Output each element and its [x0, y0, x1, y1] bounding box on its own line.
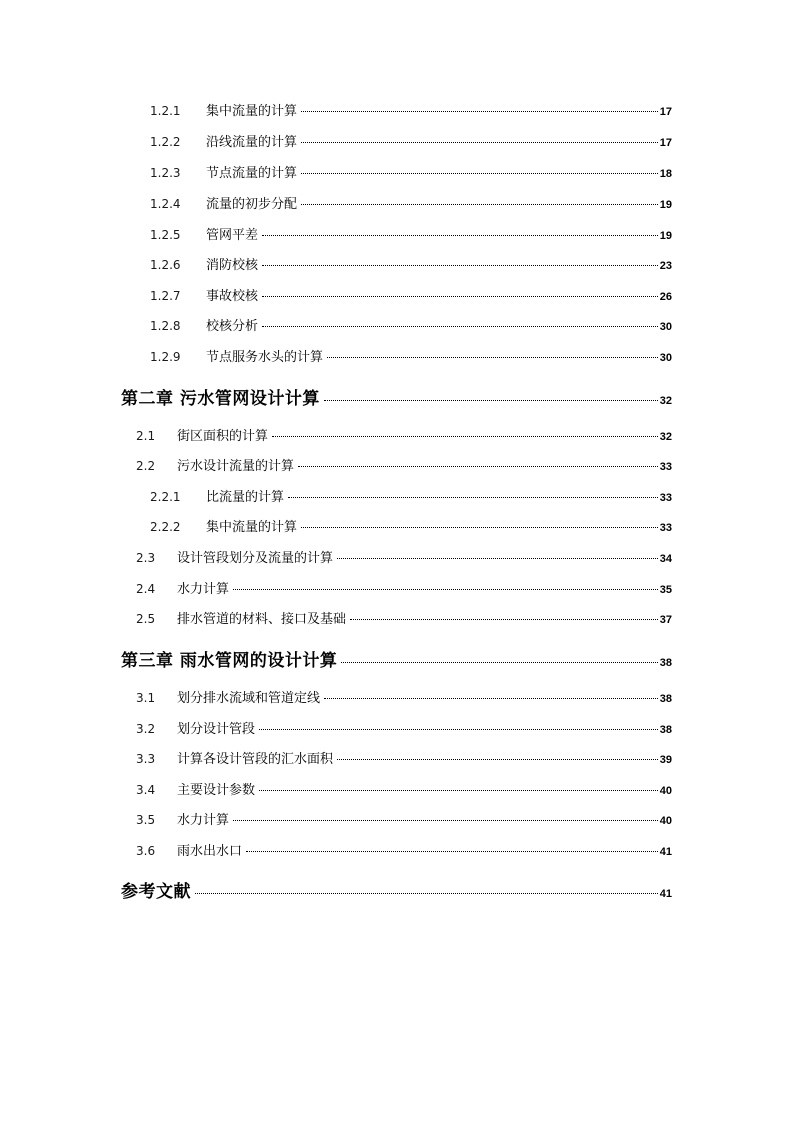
toc-entry-number: 1.2.5: [150, 228, 181, 242]
toc-entry-page: 33: [659, 461, 672, 473]
toc-entry-2-2-2[interactable]: [150, 516, 672, 535]
dot-leader: [301, 110, 658, 112]
toc-entry-title: 排水管道的材料、接口及基础: [177, 612, 347, 627]
toc-entry-title: 消防校核: [206, 258, 259, 273]
dot-leader: [259, 728, 658, 730]
toc-entry-number: 2.3: [136, 551, 156, 565]
toc-entry-title: 管网平差: [206, 228, 259, 243]
toc-entry-title: 节点服务水头的计算: [206, 350, 324, 365]
toc-entry-page: 41: [659, 846, 672, 858]
toc-chapter-title: 第三章 雨水管网的设计计算: [121, 651, 338, 671]
dot-leader: [272, 435, 658, 437]
toc-entry-2-2-1[interactable]: [150, 486, 672, 505]
toc-entry-page: 19: [659, 230, 672, 242]
toc-entry-title: 比流量的计算: [206, 490, 285, 505]
toc-chapter-3[interactable]: [121, 646, 672, 671]
toc-entry-page: 35: [659, 584, 672, 596]
toc-entry-number: 1.2.1: [150, 104, 181, 118]
toc-entry-title: 事故校核: [206, 289, 259, 304]
dot-leader: [298, 465, 658, 467]
toc-entry-3-2[interactable]: [136, 718, 672, 737]
toc-entry-page: 19: [659, 199, 672, 211]
toc-entry-page: 33: [659, 492, 672, 504]
toc-entry-page: 38: [659, 657, 672, 669]
dot-leader: [262, 295, 658, 297]
dot-leader: [341, 661, 657, 663]
toc-entry-page: 17: [659, 106, 672, 118]
dot-leader: [288, 496, 658, 498]
toc-entry-number: 1.2.7: [150, 289, 181, 303]
toc-entry-3-1[interactable]: [136, 687, 672, 706]
toc-entry-number: 2.2: [136, 459, 156, 473]
toc-entry-1-2-3[interactable]: [150, 162, 672, 181]
toc-entry-2-2[interactable]: [136, 455, 672, 474]
toc-entry-title: 划分设计管段: [177, 722, 256, 737]
dot-leader: [337, 557, 658, 559]
toc-entry-number: 2.2.2: [150, 520, 181, 534]
toc-entry-3-3[interactable]: [136, 748, 672, 767]
toc-entry-number: 3.1: [136, 691, 156, 705]
dot-leader: [301, 141, 658, 143]
toc-entry-number: 2.4: [136, 582, 156, 596]
toc-entry-1-2-2[interactable]: [150, 131, 672, 150]
toc-entry-3-5[interactable]: [136, 809, 672, 828]
toc-entry-page: 32: [659, 431, 672, 443]
toc-entry-page: 40: [659, 785, 672, 797]
toc-entry-number: 2.1: [136, 429, 156, 443]
toc-entry-1-2-1[interactable]: [150, 100, 672, 119]
toc-references[interactable]: [121, 877, 672, 902]
toc-entry-title: 水力计算: [177, 813, 230, 828]
toc-chapter-title: 参考文献: [121, 882, 191, 902]
toc-entry-page: 38: [659, 693, 672, 705]
toc-entry-number: 1.2.8: [150, 319, 181, 333]
toc-entry-1-2-6[interactable]: [150, 254, 672, 273]
toc-entry-title: 流量的初步分配: [206, 197, 298, 212]
toc-entry-page: 26: [659, 291, 672, 303]
toc-entry-title: 雨水出水口: [177, 844, 243, 859]
toc-entry-title: 划分排水流域和管道定线: [177, 691, 321, 706]
toc-entry-page: 18: [659, 168, 672, 180]
toc-entry-number: 3.2: [136, 722, 156, 736]
toc-entry-number: 3.4: [136, 783, 156, 797]
toc-entry-1-2-8[interactable]: [150, 315, 672, 334]
toc-entry-1-2-9[interactable]: [150, 346, 672, 365]
toc-entry-title: 主要设计参数: [177, 783, 256, 798]
dot-leader: [195, 892, 658, 894]
toc-entry-title: 计算各设计管段的汇水面积: [177, 752, 334, 767]
toc-entry-number: 1.2.6: [150, 258, 181, 272]
toc-entry-title: 污水设计流量的计算: [177, 459, 295, 474]
dot-leader: [233, 819, 658, 821]
toc-entry-page: 32: [659, 395, 672, 407]
dot-leader: [301, 172, 658, 174]
dot-leader: [259, 789, 658, 791]
toc-entry-1-2-7[interactable]: [150, 285, 672, 304]
toc-entry-page: 39: [659, 754, 672, 766]
toc-entry-number: 2.2.1: [150, 490, 181, 504]
toc-entry-page: 33: [659, 522, 672, 534]
toc-entry-number: 3.5: [136, 813, 156, 827]
toc-entry-1-2-4[interactable]: [150, 193, 672, 212]
toc-entry-title: 校核分析: [206, 319, 259, 334]
dot-leader: [301, 526, 658, 528]
toc-entry-page: 38: [659, 724, 672, 736]
toc-entry-title: 街区面积的计算: [177, 429, 269, 444]
toc-entry-page: 30: [659, 321, 672, 333]
dot-leader: [337, 758, 658, 760]
toc-entry-title: 集中流量的计算: [206, 520, 298, 535]
toc-entry-page: 37: [659, 614, 672, 626]
toc-entry-title: 水力计算: [177, 582, 230, 597]
toc-entry-2-5[interactable]: [136, 608, 672, 627]
toc-entry-2-3[interactable]: [136, 547, 672, 566]
dot-leader: [324, 697, 658, 699]
toc-entry-number: 2.5: [136, 612, 156, 626]
toc-entry-page: 40: [659, 815, 672, 827]
toc-entry-number: 1.2.9: [150, 350, 181, 364]
toc-chapter-title: 第二章 污水管网设计计算: [121, 389, 320, 409]
toc-entry-3-6[interactable]: [136, 840, 672, 859]
toc-entry-number: 1.2.3: [150, 166, 181, 180]
dot-leader: [262, 325, 658, 327]
toc-entry-page: 30: [659, 352, 672, 364]
toc-entry-title: 沿线流量的计算: [206, 135, 298, 150]
dot-leader: [262, 264, 658, 266]
dot-leader: [350, 618, 658, 620]
toc-chapter-2[interactable]: [121, 384, 672, 409]
toc-entry-page: 17: [659, 137, 672, 149]
toc-entry-page: 34: [659, 553, 672, 565]
dot-leader: [301, 203, 658, 205]
toc-entry-number: 1.2.4: [150, 197, 181, 211]
dot-leader: [324, 399, 658, 401]
toc-entry-page: 41: [659, 888, 672, 900]
toc-entry-number: 3.6: [136, 844, 156, 858]
toc-entry-2-4[interactable]: [136, 578, 672, 597]
toc-entry-page: 23: [659, 260, 672, 272]
dot-leader: [246, 850, 658, 852]
toc-entry-1-2-5[interactable]: [150, 224, 672, 243]
toc-entry-title: 设计管段划分及流量的计算: [177, 551, 334, 566]
toc-entry-number: 3.3: [136, 752, 156, 766]
toc-entry-2-1[interactable]: [136, 425, 672, 444]
toc-entry-number: 1.2.2: [150, 135, 181, 149]
dot-leader: [262, 234, 658, 236]
dot-leader: [233, 588, 658, 590]
toc-entry-title: 节点流量的计算: [206, 166, 298, 181]
dot-leader: [327, 356, 658, 358]
toc-entry-title: 集中流量的计算: [206, 104, 298, 119]
toc-entry-3-4[interactable]: [136, 779, 672, 798]
